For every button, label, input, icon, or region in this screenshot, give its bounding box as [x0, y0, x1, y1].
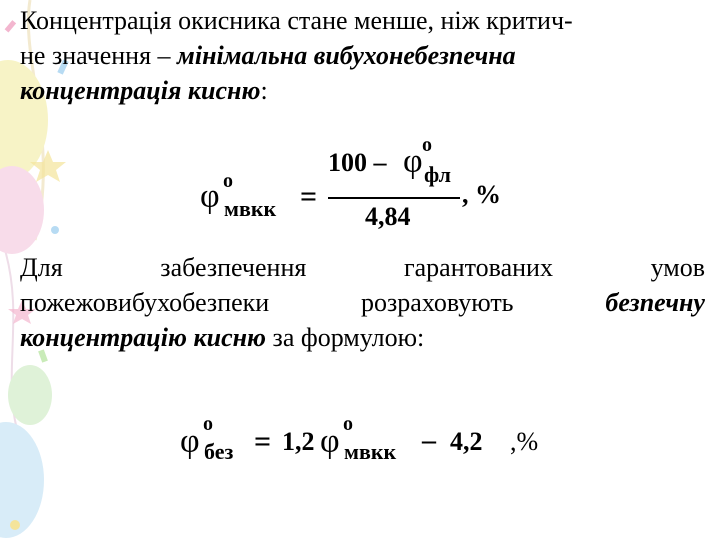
fraction-bar: [328, 197, 460, 199]
phi-symbol: φ: [403, 143, 423, 180]
text-line: [20, 320, 705, 355]
text-line: Концентрація окисника стане менше, ніж критич-: [20, 6, 573, 35]
text-emphasis: концентрація кисню: [20, 76, 261, 105]
equals-sign: =: [254, 425, 272, 458]
text-emphasis: концентрацію кисню: [20, 323, 267, 352]
text-line: [20, 38, 705, 73]
superscript: о: [422, 134, 432, 156]
formula-mvkk: [200, 134, 520, 240]
phi-symbol: φ: [320, 423, 340, 460]
paragraph-min-concentration: [20, 3, 705, 108]
paragraph-safe-concentration: [20, 250, 705, 355]
word: пожежовибухобезпеки: [20, 288, 270, 317]
text-line: [20, 73, 705, 108]
confetti-dot: [10, 520, 20, 530]
text-emphasis: мінімальна вибухонебезпечна: [177, 41, 516, 70]
text-plain: за формулою:: [266, 323, 425, 352]
equals-sign: =: [300, 180, 318, 213]
subscript: без: [204, 439, 234, 464]
subscript: фл: [424, 162, 452, 187]
superscript: о: [203, 413, 213, 435]
word-emphasis: безпечну: [605, 288, 705, 317]
superscript: о: [223, 170, 233, 192]
coefficient: 1,2: [282, 427, 315, 456]
unit-percent: ,%: [510, 427, 539, 456]
word: Для: [20, 253, 63, 282]
word: умов: [650, 253, 705, 282]
text-plain: :: [260, 76, 268, 105]
numerator-value: 100 –: [328, 148, 387, 177]
subscript: мвкк: [224, 196, 277, 221]
balloon-blue: [0, 422, 44, 538]
word: гарантованих: [403, 253, 553, 282]
subscript: мвкк: [344, 439, 397, 464]
confetti-dot: [51, 226, 59, 234]
text-line: [20, 250, 705, 285]
confetti-piece: [5, 20, 17, 32]
unit-percent: , %: [462, 180, 501, 209]
word: розраховують: [361, 288, 514, 317]
word: забезпечення: [160, 253, 307, 282]
phi-symbol: φ: [200, 178, 220, 215]
denominator: 4,84: [365, 202, 411, 231]
text-line: [20, 285, 705, 320]
text-plain: не значення –: [20, 41, 178, 70]
minus-sign: –: [422, 425, 436, 456]
constant: 4,2: [450, 427, 483, 456]
phi-symbol: φ: [180, 423, 200, 460]
balloon-green: [8, 365, 52, 425]
superscript: о: [343, 413, 353, 435]
formula-bez: [180, 415, 560, 475]
